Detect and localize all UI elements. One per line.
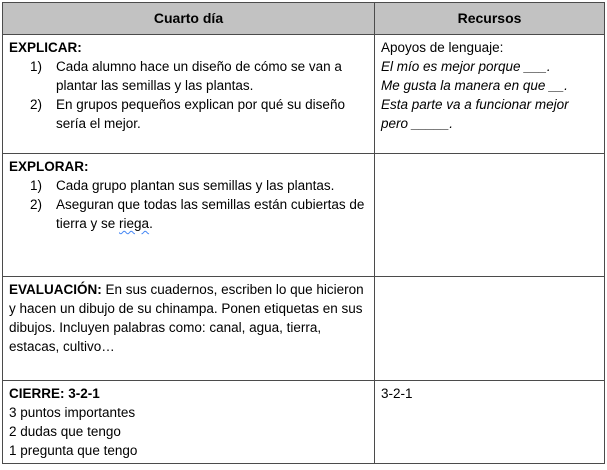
list-item-text: Cada grupo plantan sus semillas y las plantas.	[56, 178, 335, 193]
list-item-number: 2)	[30, 197, 43, 212]
list-item-text	[56, 195, 368, 233]
header-cuarto-dia: Cuarto día	[3, 3, 375, 35]
list-item	[9, 57, 368, 95]
explicar-title: EXPLICAR:	[9, 40, 82, 55]
list-item-text: En grupos pequeños explican por qué su diseño sería el mejor.	[56, 97, 345, 131]
row-evaluacion	[3, 277, 605, 381]
list-item-number: 1)	[30, 59, 43, 74]
cell-evaluacion-recursos	[375, 277, 605, 381]
list-item-number: 1)	[30, 178, 43, 193]
list-item-number: 2)	[30, 97, 43, 112]
sentence-frame: Me gusta la manera en que __.	[381, 78, 568, 93]
apoyos-intro: Apoyos de lenguaje:	[381, 40, 504, 55]
list-item-text-after: .	[149, 216, 153, 231]
row-cierre	[3, 381, 605, 464]
cierre-line: 1 pregunta que tengo	[9, 443, 138, 458]
evaluacion-title: EVALUACIÓN:	[9, 282, 102, 297]
cierre-line: 2 dudas que tengo	[9, 424, 121, 439]
cell-apoyos-lenguaje	[375, 35, 605, 154]
list-item	[9, 176, 368, 195]
cell-cierre-recursos: 3-2-1	[375, 381, 605, 464]
explorar-list	[9, 176, 368, 233]
evaluacion-text: En sus cuadernos, escriben lo que hicieron y hacen un dibujo de su chinampa. Ponen etiquetas en sus dibujos. Incluyen palabras como: canal, agua, tierra, estacas, cultivo…	[9, 282, 364, 354]
cierre-title: CIERRE: 3-2-1	[9, 386, 100, 401]
explicar-list	[9, 57, 368, 133]
lesson-plan-table	[2, 2, 605, 464]
list-item	[9, 95, 368, 133]
sentence-frame: El mío es mejor porque ___.	[381, 59, 551, 74]
cell-explorar	[3, 154, 375, 277]
cierre-line: 3 puntos importantes	[9, 405, 136, 420]
row-explicar	[3, 35, 605, 154]
explorar-title: EXPLORAR:	[9, 159, 89, 174]
list-item	[9, 195, 368, 233]
header-recursos: Recursos	[375, 3, 605, 35]
cell-explicar	[3, 35, 375, 154]
sentence-frame: Esta parte va a funcionar mejor pero _____.	[381, 97, 569, 131]
header-row	[3, 3, 605, 35]
list-item-text: Cada alumno hace un diseño de cómo se van a plantar las semillas y las plantas.	[56, 59, 342, 93]
cell-evaluacion	[3, 277, 375, 381]
row-explorar	[3, 154, 605, 277]
cell-explorar-recursos	[375, 154, 605, 277]
cell-cierre	[3, 381, 375, 464]
list-item-text-before: Aseguran que todas las semillas están cubiertas de tierra y se	[56, 197, 365, 231]
spellcheck-word: riega	[119, 216, 150, 231]
